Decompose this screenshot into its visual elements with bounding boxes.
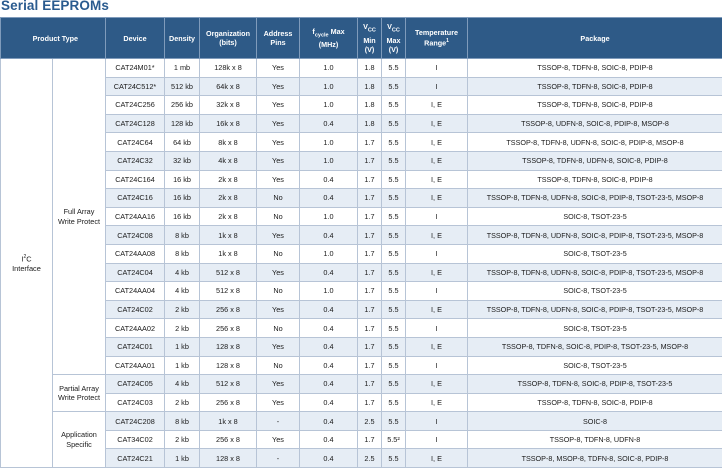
address-pins-cell: - (257, 412, 300, 431)
temperature-cell: I, E (406, 226, 468, 245)
header-address-line2: Pins (270, 38, 286, 47)
organization-cell: 128 x 8 (200, 337, 257, 356)
device-cell: CAT24C16 (106, 189, 165, 208)
density-cell: 2 kb (165, 430, 200, 449)
package-cell: TSSOP-8, TDFN-8, SOIC-8, PDIP-8 (468, 170, 722, 189)
table-row (1, 96, 722, 115)
device-cell: CAT24M01* (106, 59, 165, 78)
address-pins-cell: Yes (257, 133, 300, 152)
organization-cell: 1k x 8 (200, 412, 257, 431)
package-cell: TSSOP-8, TDFN-8, UDFN-8, SOIC-8, PDIP-8, MSOP-8 (468, 133, 722, 152)
temperature-cell: I, E (406, 170, 468, 189)
density-cell: 16 kb (165, 189, 200, 208)
group-application-specific (53, 412, 106, 468)
table-row (1, 226, 722, 245)
density-cell: 4 kb (165, 375, 200, 394)
temperature-cell: I (406, 356, 468, 375)
header-vcc-min-line3: (V) (364, 44, 375, 54)
header-fcycle-rest: Max (328, 26, 345, 36)
device-cell: CAT24AA16 (106, 207, 165, 226)
vcc-max-cell: 5.5 (382, 263, 406, 282)
vcc-min-cell: 1.7 (358, 337, 382, 356)
vcc-max-cell: 5.5 (382, 337, 406, 356)
address-pins-cell: Yes (257, 96, 300, 115)
table-row (1, 207, 722, 226)
temperature-cell: I (406, 412, 468, 431)
fcycle-max-cell: 0.4 (300, 430, 358, 449)
density-cell: 512 kb (165, 77, 200, 96)
header-vcc-min-line2: Min (363, 35, 376, 45)
vcc-min-cell: 1.7 (358, 393, 382, 412)
address-pins-cell: No (257, 244, 300, 263)
temperature-cell: I (406, 77, 468, 96)
vcc-min-cell: 1.7 (358, 189, 382, 208)
vcc-max-cell: 5.5 (382, 226, 406, 245)
organization-cell: 1k x 8 (200, 244, 257, 263)
temperature-cell: I, E (406, 337, 468, 356)
table-row (1, 114, 722, 133)
temperature-cell: I, E (406, 114, 468, 133)
vcc-min-cell: 1.8 (358, 114, 382, 133)
fcycle-max-cell: 0.4 (300, 356, 358, 375)
header-density: Density (165, 18, 200, 59)
package-cell: SOIC-8, TSOT-23-5 (468, 356, 722, 375)
device-cell: CAT24C04 (106, 263, 165, 282)
vcc-min-cell: 1.8 (358, 59, 382, 78)
vcc-min-cell: 1.7 (358, 300, 382, 319)
temperature-cell: I (406, 430, 468, 449)
header-temperature (406, 18, 468, 59)
fcycle-max-cell: 0.4 (300, 449, 358, 468)
temperature-cell: I, E (406, 96, 468, 115)
address-pins-cell: Yes (257, 393, 300, 412)
package-cell: SOIC-8 (468, 412, 722, 431)
organization-cell: 128k x 8 (200, 59, 257, 78)
density-cell: 128 kb (165, 114, 200, 133)
temperature-cell: I, E (406, 133, 468, 152)
table-row (1, 151, 722, 170)
fcycle-max-cell: 0.4 (300, 263, 358, 282)
interface-i: I (21, 254, 24, 264)
vcc-min-cell: 2.5 (358, 412, 382, 431)
address-pins-cell: - (257, 449, 300, 468)
table-row (1, 393, 722, 412)
organization-cell: 2k x 8 (200, 189, 257, 208)
fcycle-max-cell: 0.4 (300, 226, 358, 245)
temperature-cell: I (406, 207, 468, 226)
header-fcycle-line1 (300, 27, 357, 40)
header-vcc-max (382, 18, 406, 59)
header-fcycle-unit: (MHz) (318, 40, 339, 50)
fcycle-max-cell: 0.4 (300, 170, 358, 189)
title-bar (0, 0, 722, 17)
header-vcc-max-line2: Max (386, 35, 401, 45)
vcc-min-cell: 1.7 (358, 133, 382, 152)
vcc-max-cell: 5.5 (382, 282, 406, 301)
address-pins-cell: No (257, 207, 300, 226)
header-organization-line2: (bits) (219, 38, 237, 47)
address-pins-cell: No (257, 356, 300, 375)
device-cell: CAT24C21 (106, 449, 165, 468)
address-pins-cell: Yes (257, 59, 300, 78)
package-cell: TSSOP-8, TDFN-8, SOIC-8, PDIP-8 (468, 59, 722, 78)
table-body (1, 59, 722, 468)
device-cell: CAT24C64 (106, 133, 165, 152)
device-cell: CAT24C08 (106, 226, 165, 245)
package-cell: TSSOP-8, UDFN-8, SOIC-8, PDIP-8, MSOP-8 (468, 114, 722, 133)
vcc-min-cell: 1.7 (358, 226, 382, 245)
device-cell: CAT24C128 (106, 114, 165, 133)
vcc-min-cell: 1.7 (358, 263, 382, 282)
package-cell: TSSOP-8, TDFN-8, UDFN-8, SOIC-8, PDIP-8, TSOT-23-5, MSOP-8 (468, 300, 722, 319)
organization-cell: 1k x 8 (200, 226, 257, 245)
header-vcc-min-sub: CC (367, 27, 376, 34)
package-cell: TSSOP-8, TDFN-8, SOIC-8, PDIP-8 (468, 96, 722, 115)
package-cell: TSSOP-8, TDFN-8, UDFN-8, SOIC-8, PDIP-8, TSOT-23-5, MSOP-8 (468, 189, 722, 208)
device-cell: CAT24C164 (106, 170, 165, 189)
vcc-max-cell: 5.5² (382, 430, 406, 449)
vcc-max-cell: 5.5 (382, 170, 406, 189)
address-pins-cell: No (257, 282, 300, 301)
vcc-min-cell: 1.7 (358, 356, 382, 375)
vcc-min-cell: 2.5 (358, 449, 382, 468)
group-full-array (53, 59, 106, 375)
device-cell: CAT34C02 (106, 430, 165, 449)
fcycle-max-cell: 1.0 (300, 244, 358, 263)
organization-cell: 128 x 8 (200, 449, 257, 468)
package-cell: TSSOP-8, TDFN-8, SOIC-8, PDIP-8, TSOT-23-5, MSOP-8 (468, 337, 722, 356)
vcc-min-cell: 1.7 (358, 282, 382, 301)
table-row (1, 356, 722, 375)
device-cell: CAT24C02 (106, 300, 165, 319)
vcc-min-cell: 1.7 (358, 207, 382, 226)
density-cell: 1 kb (165, 356, 200, 375)
organization-cell: 2k x 8 (200, 170, 257, 189)
temperature-cell: I, E (406, 189, 468, 208)
temperature-cell: I, E (406, 375, 468, 394)
organization-cell: 8k x 8 (200, 133, 257, 152)
vcc-max-cell: 5.5 (382, 151, 406, 170)
organization-cell: 4k x 8 (200, 151, 257, 170)
address-pins-cell: Yes (257, 430, 300, 449)
address-pins-cell: No (257, 319, 300, 338)
vcc-max-cell: 5.5 (382, 114, 406, 133)
vcc-max-cell: 5.5 (382, 207, 406, 226)
interface-cell (1, 59, 53, 468)
organization-cell: 32k x 8 (200, 96, 257, 115)
table-row (1, 77, 722, 96)
device-cell: CAT24C05 (106, 375, 165, 394)
table-row (1, 412, 722, 431)
vcc-max-cell: 5.5 (382, 412, 406, 431)
density-cell: 1 kb (165, 449, 200, 468)
vcc-min-cell: 1.7 (358, 151, 382, 170)
fcycle-max-cell: 1.0 (300, 59, 358, 78)
fcycle-max-cell: 1.0 (300, 96, 358, 115)
density-cell: 1 kb (165, 337, 200, 356)
table-row (1, 319, 722, 338)
fcycle-max-cell: 1.0 (300, 133, 358, 152)
temperature-cell: I, E (406, 449, 468, 468)
group-full-array-line1: Full Array (63, 207, 95, 217)
temperature-cell: I, E (406, 300, 468, 319)
table-row (1, 59, 722, 78)
density-cell: 2 kb (165, 393, 200, 412)
device-cell: CAT24AA04 (106, 282, 165, 301)
organization-cell: 256 x 8 (200, 393, 257, 412)
header-vcc-min-v: V (363, 22, 368, 32)
vcc-max-cell: 5.5 (382, 449, 406, 468)
page-title: Serial EEPROMs (1, 0, 109, 13)
header-vcc-min-line1 (358, 22, 381, 35)
device-cell: CAT24C03 (106, 393, 165, 412)
table-row (1, 449, 722, 468)
fcycle-max-cell: 0.4 (300, 319, 358, 338)
density-cell: 256 kb (165, 96, 200, 115)
package-cell: TSSOP-8, TDFN-8, SOIC-8, PDIP-8 (468, 393, 722, 412)
organization-cell: 16k x 8 (200, 114, 257, 133)
organization-cell: 256 x 8 (200, 430, 257, 449)
group-partial-array (53, 375, 106, 412)
header-temperature-footnote: 1 (446, 38, 449, 45)
vcc-max-cell: 5.5 (382, 244, 406, 263)
vcc-max-cell: 5.5 (382, 59, 406, 78)
fcycle-max-cell: 0.4 (300, 114, 358, 133)
address-pins-cell: Yes (257, 77, 300, 96)
device-cell: CAT24AA08 (106, 244, 165, 263)
vcc-min-cell: 1.8 (358, 77, 382, 96)
header-address-line1: Address (263, 29, 293, 38)
package-cell: SOIC-8, TSOT-23-5 (468, 319, 722, 338)
interface-label: Interface (12, 264, 41, 274)
group-application-specific-line2: Specific (66, 439, 92, 449)
device-cell: CAT24C208 (106, 412, 165, 431)
organization-cell: 512 x 8 (200, 263, 257, 282)
organization-cell: 512 x 8 (200, 282, 257, 301)
address-pins-cell: Yes (257, 263, 300, 282)
organization-cell: 64k x 8 (200, 77, 257, 96)
package-cell: TSSOP-8, TDFN-8, UDFN-8, SOIC-8, PDIP-8, TSOT-23-5, MSOP-8 (468, 226, 722, 245)
table-row (1, 337, 722, 356)
package-cell: TSSOP-8, TDFN-8, UDFN-8, SOIC-8, PDIP-8 (468, 151, 722, 170)
eeprom-table (0, 17, 722, 468)
package-cell: TSSOP-8, TDFN-8, UDFN-8 (468, 430, 722, 449)
table-row (1, 282, 722, 301)
vcc-max-cell: 5.5 (382, 356, 406, 375)
header-temperature-line2 (406, 37, 467, 47)
table-row (1, 375, 722, 394)
vcc-min-cell: 1.7 (358, 170, 382, 189)
package-cell: TSSOP-8, TDFN-8, SOIC-8, PDIP-8, TSOT-23-5 (468, 375, 722, 394)
table-row (1, 170, 722, 189)
header-organization (200, 18, 257, 59)
header-fcycle-f: f (312, 26, 315, 36)
address-pins-cell: Yes (257, 226, 300, 245)
fcycle-max-cell: 1.0 (300, 282, 358, 301)
device-cell: CAT24C256 (106, 96, 165, 115)
fcycle-max-cell: 0.4 (300, 375, 358, 394)
organization-cell: 128 x 8 (200, 356, 257, 375)
density-cell: 16 kb (165, 207, 200, 226)
table-row (1, 430, 722, 449)
fcycle-max-cell: 0.4 (300, 189, 358, 208)
temperature-cell: I (406, 282, 468, 301)
vcc-min-cell: 1.7 (358, 244, 382, 263)
density-cell: 8 kb (165, 244, 200, 263)
interface-2: 2 (23, 253, 27, 260)
address-pins-cell: Yes (257, 170, 300, 189)
address-pins-cell: Yes (257, 114, 300, 133)
density-cell: 4 kb (165, 282, 200, 301)
address-pins-cell: No (257, 189, 300, 208)
fcycle-max-cell: 0.4 (300, 337, 358, 356)
header-vcc-max-sub: CC (391, 27, 400, 34)
header-vcc-max-line1 (382, 22, 405, 35)
table-row (1, 263, 722, 282)
package-cell: SOIC-8, TSOT-23-5 (468, 244, 722, 263)
density-cell: 64 kb (165, 133, 200, 152)
fcycle-max-cell: 1.0 (300, 77, 358, 96)
temperature-cell: I (406, 319, 468, 338)
device-cell: CAT24C01 (106, 337, 165, 356)
header-vcc-max-line3: (V) (388, 44, 399, 54)
header-vcc-max-v: V (387, 22, 392, 32)
header-product-type: Product Type (1, 18, 106, 59)
header-package: Package (468, 18, 722, 59)
group-application-specific-line1: Application (61, 430, 97, 440)
package-cell: TSSOP-8, MSOP-8, TDFN-8, SOIC-8, PDIP-8 (468, 449, 722, 468)
density-cell: 16 kb (165, 170, 200, 189)
organization-cell: 512 x 8 (200, 375, 257, 394)
density-cell: 4 kb (165, 263, 200, 282)
table-row (1, 133, 722, 152)
interface-c: C (26, 254, 32, 264)
address-pins-cell: Yes (257, 151, 300, 170)
table-row (1, 244, 722, 263)
fcycle-max-cell: 0.4 (300, 300, 358, 319)
fcycle-max-cell: 0.4 (300, 412, 358, 431)
table-row (1, 189, 722, 208)
device-cell: CAT24C32 (106, 151, 165, 170)
density-cell: 1 mb (165, 59, 200, 78)
header-temperature-line1: Temperature (414, 28, 458, 38)
header-device: Device (106, 18, 165, 59)
density-cell: 2 kb (165, 319, 200, 338)
vcc-min-cell: 1.8 (358, 96, 382, 115)
fcycle-max-cell: 0.4 (300, 393, 358, 412)
header-address-pins (257, 18, 300, 59)
vcc-max-cell: 5.5 (382, 375, 406, 394)
table-row (1, 300, 722, 319)
package-cell: SOIC-8, TSOT-23-5 (468, 282, 722, 301)
header-temperature-range: Range (424, 38, 447, 48)
device-cell: CAT24C512* (106, 77, 165, 96)
device-cell: CAT24AA02 (106, 319, 165, 338)
vcc-min-cell: 1.7 (358, 430, 382, 449)
temperature-cell: I, E (406, 151, 468, 170)
density-cell: 8 kb (165, 412, 200, 431)
header-row (1, 18, 722, 59)
package-cell: TSSOP-8, TDFN-8, SOIC-8, PDIP-8 (468, 77, 722, 96)
organization-cell: 256 x 8 (200, 300, 257, 319)
temperature-cell: I, E (406, 263, 468, 282)
address-pins-cell: Yes (257, 375, 300, 394)
vcc-min-cell: 1.7 (358, 375, 382, 394)
address-pins-cell: Yes (257, 337, 300, 356)
fcycle-max-cell: 1.0 (300, 151, 358, 170)
density-cell: 32 kb (165, 151, 200, 170)
vcc-max-cell: 5.5 (382, 77, 406, 96)
density-cell: 2 kb (165, 300, 200, 319)
vcc-max-cell: 5.5 (382, 300, 406, 319)
package-cell: SOIC-8, TSOT-23-5 (468, 207, 722, 226)
vcc-max-cell: 5.5 (382, 96, 406, 115)
density-cell: 8 kb (165, 226, 200, 245)
group-partial-array-line1: Partial Array (59, 383, 99, 393)
temperature-cell: I, E (406, 393, 468, 412)
vcc-max-cell: 5.5 (382, 319, 406, 338)
organization-cell: 2k x 8 (200, 207, 257, 226)
header-fcycle-sub: cycle (314, 32, 329, 39)
vcc-max-cell: 5.5 (382, 189, 406, 208)
package-cell: TSSOP-8, TDFN-8, UDFN-8, SOIC-8, PDIP-8, TSOT-23-5, MSOP-8 (468, 263, 722, 282)
device-cell: CAT24AA01 (106, 356, 165, 375)
header-fcycle (300, 18, 358, 59)
header-organization-line1: Organization (206, 29, 250, 38)
fcycle-max-cell: 1.0 (300, 207, 358, 226)
group-full-array-line2: Write Protect (57, 216, 101, 226)
organization-cell: 256 x 8 (200, 319, 257, 338)
header-vcc-min (358, 18, 382, 59)
temperature-cell: I (406, 59, 468, 78)
vcc-max-cell: 5.5 (382, 133, 406, 152)
vcc-min-cell: 1.7 (358, 319, 382, 338)
group-partial-array-line2: Write Protect (57, 393, 101, 403)
temperature-cell: I (406, 244, 468, 263)
vcc-max-cell: 5.5 (382, 393, 406, 412)
address-pins-cell: Yes (257, 300, 300, 319)
